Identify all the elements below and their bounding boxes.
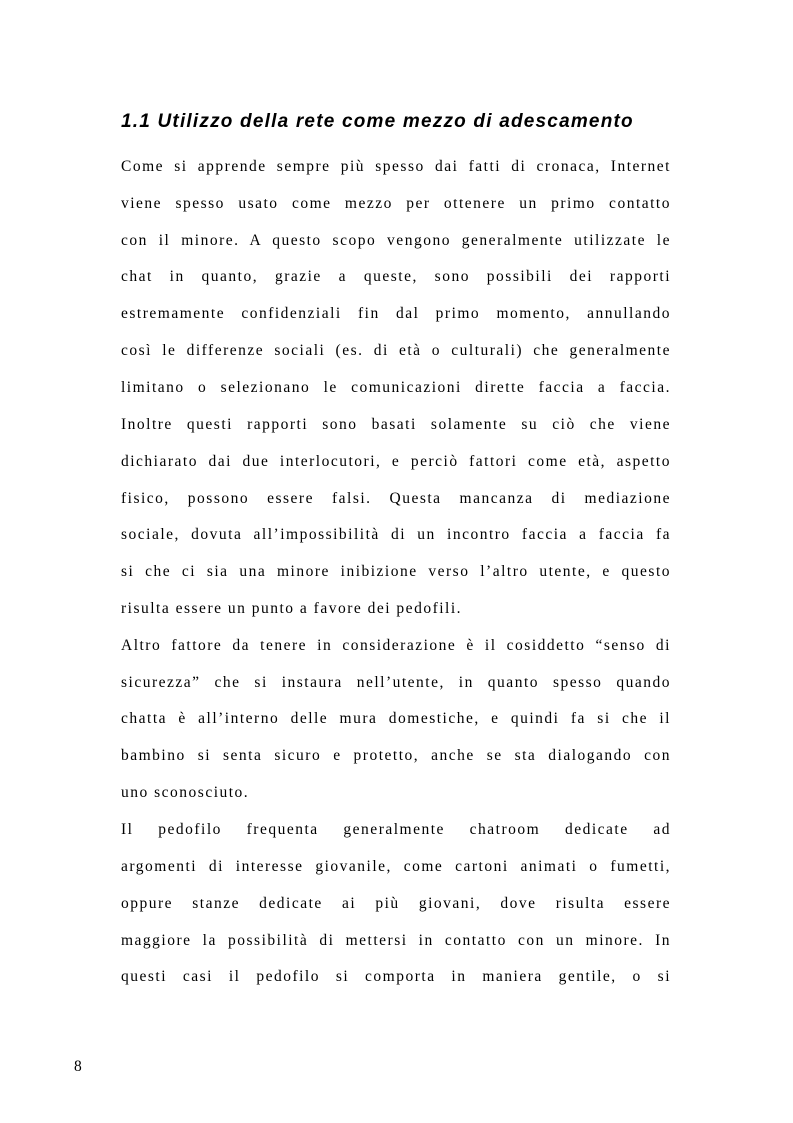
text-line: risulta essere un punto a favore dei pedofili.: [121, 600, 463, 617]
section-heading: 1.1 Utilizzo della rete come mezzo di adescamento: [121, 111, 634, 132]
text-line: fisico, possono essere falsi. Questa mancanza di mediazione: [121, 490, 671, 507]
text-line: sicurezza” che si instaura nell’utente, in quanto spesso quando: [121, 674, 671, 691]
page-number: 8: [74, 1058, 82, 1075]
text-line: sociale, dovuta all’impossibilità di un incontro faccia a faccia fa: [121, 526, 671, 543]
text-line: Altro fattore da tenere in considerazione è il cosiddetto “senso di: [121, 637, 671, 654]
text-line: viene spesso usato come mezzo per ottenere un primo contatto: [121, 195, 671, 212]
text-line: limitano o selezionano le comunicazioni dirette faccia a faccia.: [121, 379, 671, 396]
text-line: così le differenze sociali (es. di età o culturali) che generalmente: [121, 342, 671, 359]
text-line: chatta è all’interno delle mura domestiche, e quindi fa si che il: [121, 710, 671, 727]
text-line: chat in quanto, grazie a queste, sono possibili dei rapporti: [121, 268, 671, 285]
text-line: bambino si senta sicuro e protetto, anche se sta dialogando con: [121, 747, 671, 764]
text-line: si che ci sia una minore inibizione verso l’altro utente, e questo: [121, 563, 671, 580]
text-line: Come si apprende sempre più spesso dai fatti di cronaca, Internet: [121, 158, 671, 175]
text-line: Inoltre questi rapporti sono basati solamente su ciò che viene: [121, 416, 671, 433]
text-line: con il minore. A questo scopo vengono generalmente utilizzate le: [121, 232, 671, 249]
text-line: estremamente confidenziali fin dal primo momento, annullando: [121, 305, 671, 322]
text-line: oppure stanze dedicate ai più giovani, dove risulta essere: [121, 895, 671, 912]
text-line: argomenti di interesse giovanile, come cartoni animati o fumetti,: [121, 858, 671, 875]
text-line: uno sconosciuto.: [121, 784, 250, 801]
text-line: Il pedofilo frequenta generalmente chatroom dedicate ad: [121, 821, 671, 838]
text-line: maggiore la possibilità di mettersi in contatto con un minore. In: [121, 932, 671, 949]
text-line: questi casi il pedofilo si comporta in maniera gentile, o si: [121, 968, 671, 985]
text-line: dichiarato dai due interlocutori, e perciò fattori come età, aspetto: [121, 453, 671, 470]
